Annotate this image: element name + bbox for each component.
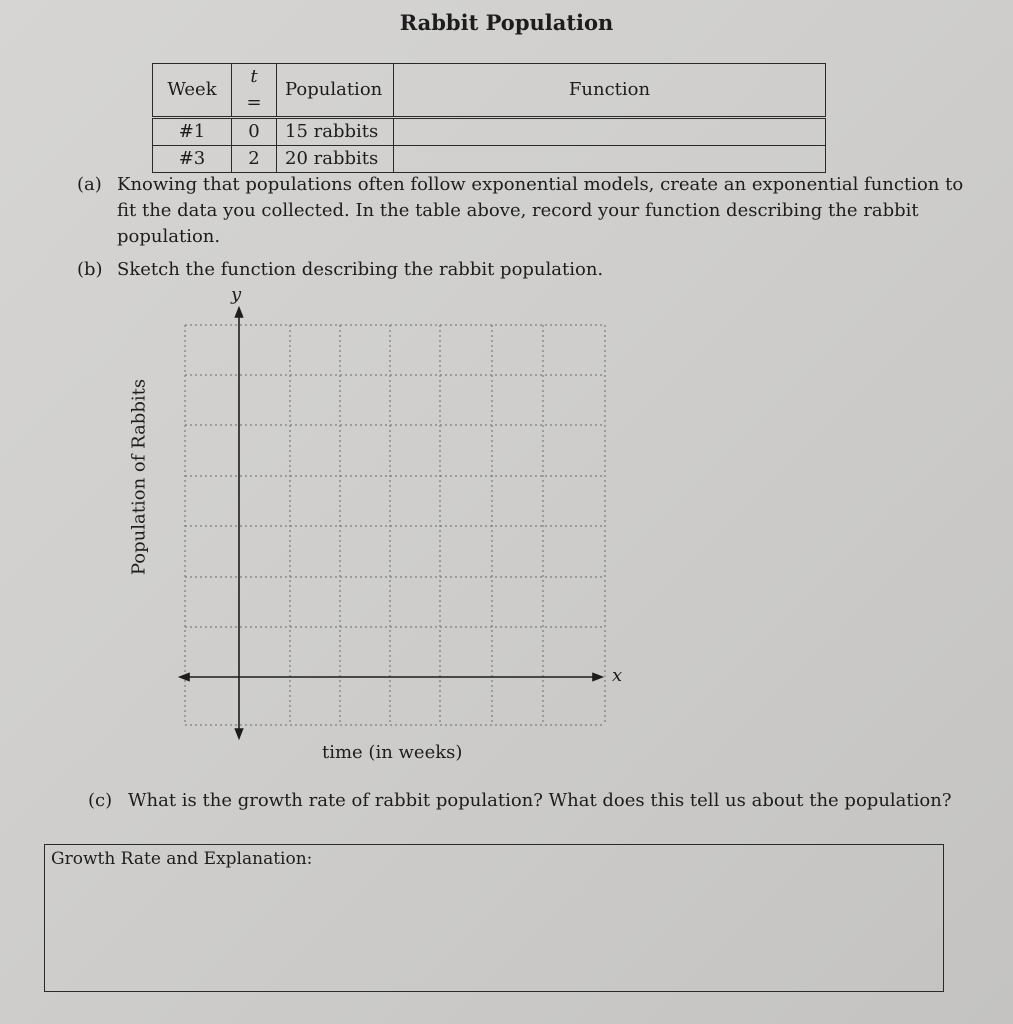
table-row xyxy=(153,118,826,146)
answer-box[interactable] xyxy=(44,844,944,992)
table-cell: 2 xyxy=(232,146,277,173)
function-answer-cell[interactable] xyxy=(394,118,826,146)
sketch-grid[interactable] xyxy=(100,280,660,780)
table-header-cell: t = xyxy=(232,64,277,118)
function-answer-cell[interactable] xyxy=(394,146,826,173)
x-axis-variable: x xyxy=(612,665,623,686)
table-cell: #3 xyxy=(153,146,232,173)
question-text: What is the growth rate of rabbit population? What does this tell us about the population? xyxy=(128,790,952,811)
question-label: (c) xyxy=(88,790,113,811)
question-a xyxy=(77,172,967,252)
question-c xyxy=(88,788,988,814)
page-title: Rabbit Population xyxy=(399,10,614,35)
answer-box-label: Growth Rate and Explanation: xyxy=(51,849,313,869)
y-axis-label-wrap xyxy=(124,372,154,582)
y-axis-label: Population of Rabbits xyxy=(128,378,150,576)
table-header-row xyxy=(153,64,826,118)
axes xyxy=(180,308,602,738)
y-axis-variable: y xyxy=(231,284,242,305)
table-cell: 20 rabbits xyxy=(277,146,394,173)
question-text: Sketch the function describing the rabbit population. xyxy=(117,259,604,280)
table-header-cell: Function xyxy=(394,64,826,118)
data-table xyxy=(152,63,826,173)
question-label: (b) xyxy=(77,259,103,280)
table-row xyxy=(153,146,826,173)
question-label: (a) xyxy=(77,174,102,195)
question-text: Knowing that populations often follow exponential models, create an exponential function to fit the data you collected. In the table above, record your function describing the rabbit population. xyxy=(117,174,964,247)
table-cell: 0 xyxy=(232,118,277,146)
table-cell: #1 xyxy=(153,118,232,146)
table-header-cell: Population xyxy=(277,64,394,118)
table-cell: 15 rabbits xyxy=(277,118,394,146)
x-axis-label: time (in weeks) xyxy=(322,742,463,763)
table-header-cell: Week xyxy=(153,64,232,118)
grid-lines xyxy=(185,325,605,725)
